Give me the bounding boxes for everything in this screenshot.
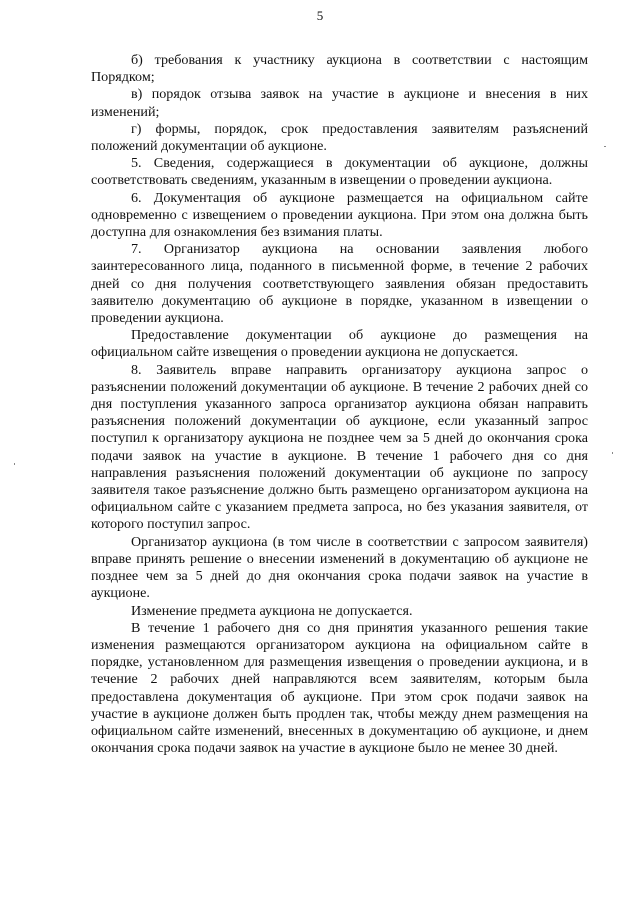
- paragraph-8: 8. Заявитель вправе направить организатору аукциона запрос о разъяснении положений документации об аукционе. В течение 2 рабочих дней со дня поступления указанного запроса организатор аукциона обязан направить разъяснения положений документации об аукционе, если указанный запрос поступил к организатору аукциона не позднее чем за 5 дней до окончания срока подачи заявок на участие в аукционе. В течение 1 рабочего дня со дня направления разъяснения положений документации об аукционе по запросу заявителя такое разъяснение должно быть размещено организатором аукциона на официальном сайте с указанием предмета запроса, но без указания заявителя, от которого поступил запрос.: [91, 361, 588, 533]
- paragraph-g-clarification-forms: г) формы, порядок, срок предоставления заявителям разъяснений положений документации об аукционе.: [91, 120, 588, 155]
- page-number: 5: [316, 8, 324, 23]
- scan-speck: [14, 463, 15, 465]
- paragraph-6: 6. Документация об аукционе размещается на официальном сайте одновременно с извещением о проведении аукциона. При этом она должна быть доступна для ознакомления без взимания платы.: [91, 189, 588, 241]
- scan-speck: [604, 146, 606, 147]
- paragraph-8-publication: В течение 1 рабочего дня со дня принятия указанного решения такие изменения размещаются организатором аукциона на официальном сайте в порядке, установленном для размещения извещения о проведении аукциона, и в течение 2 рабочих дней направляются всем заявителям, которым была предоставлена документация об аукционе. При этом срок подачи заявок на участие в аукционе должен быть продлен так, чтобы между днем размещения на официальном сайте изменений, внесенных в документацию об аукционе, и днем окончания срока подачи заявок на участие в аукционе было не менее 30 дней.: [91, 619, 588, 757]
- scan-speck: [612, 452, 613, 454]
- document-body: [91, 52, 588, 757]
- paragraph-7: 7. Организатор аукциона на основании заявления любого заинтересованного лица, поданного в письменной форме, в течение 2 рабочих дней со дня получения соответствующего заявления обязан предоставить заявителю документацию об аукционе в порядке, указанном в извещении о проведении аукциона.: [91, 241, 588, 327]
- paragraph-b-requirements: б) требования к участнику аукциона в соответствии с настоящим Порядком;: [91, 52, 588, 86]
- paragraph-5: 5. Сведения, содержащиеся в документации об аукционе, должны соответствовать сведениям, указанным в извещении о проведении аукциона.: [91, 155, 588, 189]
- paragraph-8-changes: Организатор аукциона (в том числе в соответствии с запросом заявителя) вправе принять решение о внесении изменений в документацию об аукционе не позднее чем за 5 дней до дня окончания срока подачи заявок на участие в аукционе.: [91, 533, 588, 602]
- paragraph-v-withdrawal: в) порядок отзыва заявок на участие в аукционе и внесения в них изменений;: [91, 86, 588, 120]
- paragraph-8-subject: Изменение предмета аукциона не допускается.: [131, 602, 413, 619]
- paragraph-7-provision: Предоставление документации об аукционе до размещения на официальном сайте извещения о проведении аукциона не допускается.: [91, 327, 588, 361]
